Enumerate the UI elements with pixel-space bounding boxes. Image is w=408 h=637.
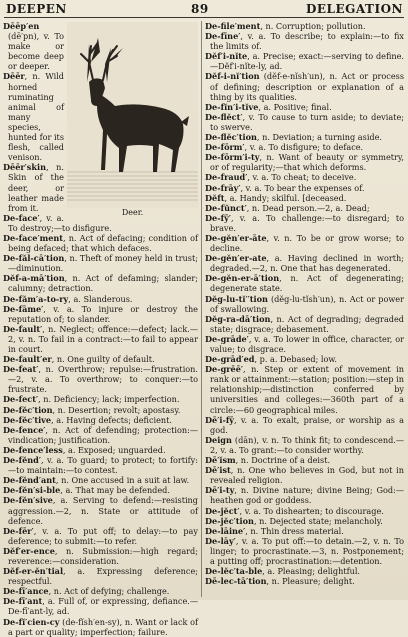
entry-headword: De-fĕn′sive — [3, 495, 53, 506]
entry-definition: (dĕg-lu-tĭsh′un), n. Act or power of swallowing. — [210, 293, 404, 314]
entry-definition: (dē′pn), v. To make or become deep or deeper. — [8, 31, 64, 72]
entry-headword: De-fŭnct′ — [205, 202, 247, 213]
entry-definition: , a. Positive; final. — [258, 101, 332, 112]
entry-headword: Dē′ist — [205, 465, 231, 476]
entry-headword: De-fĭn′i-tĭve — [205, 101, 259, 112]
entry-definition: , v. a. To lower in office, character, or value; to disgrace. — [210, 333, 404, 354]
entry-headword: De-fēr′ — [3, 525, 34, 536]
entry-definition: , v. a. To injure or destroy the reputation of; to slander. — [8, 303, 198, 324]
entry-headword: De-făl-cā′tion — [3, 253, 65, 264]
dictionary-entry — [205, 506, 404, 516]
entry-headword: De-lĕc′ta-ble — [205, 566, 263, 577]
entry-definition: , n. Act of defying; challenge. — [48, 586, 170, 597]
entry-definition: , n. Step or extent of movement in rank or attainment:—station; position:—step in relationship;—distinction conferred by universities and colleges:—360th part of a circle:—60 geographical miles. — [210, 364, 404, 415]
right-entry-list — [205, 21, 404, 586]
entry-definition: , n. Act of degenerating; degenerate state. — [210, 273, 404, 294]
entry-headword: De-fȳ′ — [205, 212, 231, 223]
entry-definition: , v. To cause to turn aside; to deviate; to swerve. — [210, 111, 404, 132]
entry-headword: Dĕf-i-nĭ′tion — [205, 71, 260, 82]
entry-headword: De-grāde′ — [205, 333, 249, 344]
figure-caption: Deer. — [121, 208, 144, 217]
entry-definition: , v. a. To guard; to protect; to fortify:—to maintain:—to contest. — [8, 455, 198, 476]
dictionary-entry — [3, 415, 198, 425]
dictionary-entry — [3, 445, 198, 455]
dictionary-entry — [205, 203, 404, 213]
entry-headword: De-fōrm′i-ty — [205, 152, 260, 163]
entry-definition: , n. Pleasure; delight. — [266, 576, 355, 587]
dictionary-entry — [3, 586, 198, 596]
page-number: 89 — [191, 2, 209, 16]
dictionary-entry — [3, 566, 198, 586]
entry-headword: De-jĕct′ — [205, 505, 240, 516]
entry-headword: Deign — [205, 434, 232, 445]
dictionary-entry — [205, 354, 404, 364]
dictionary-entry — [205, 566, 404, 576]
entry-headword: De-fĕc′tive — [3, 414, 52, 425]
entry-definition: (dān), v. n. To think fit; to condescend.—2, v. a. To grant:—to consider worthy. — [210, 434, 404, 455]
entry-definition: , n. Overthrow; repulse:—frustration.—2, v. a. To overthrow; to conquer:—to frustrate. — [8, 364, 198, 395]
entry-headword: Dē-lec-tā′tion — [205, 576, 267, 587]
entry-definition: , n. Neglect; offence:—defect; lack.—2, v. n. To fail in a contract:—to fail to appear in court. — [8, 323, 198, 354]
dictionary-entry — [3, 294, 198, 304]
dictionary-entry — [3, 596, 198, 616]
entry-headword: De-fence′ — [3, 424, 46, 435]
entry-headword: De-jĕc′tion — [205, 515, 254, 526]
dictionary-entry — [3, 304, 198, 324]
dictionary-entry — [205, 112, 404, 132]
entry-headword: Dĕft — [205, 192, 225, 203]
entry-headword: De-fōrm′ — [205, 142, 245, 153]
dictionary-entry — [3, 405, 198, 415]
header-rule — [4, 17, 404, 18]
entry-definition: , v. a. To destroy;—to disfigure. — [8, 212, 112, 233]
entry-headword: Dēēr′skin — [3, 162, 47, 173]
entry-definition: , n. Doctrine of a deist. — [235, 455, 331, 466]
entry-headword: De-grād′ed — [205, 354, 255, 365]
entry-headword: Dĕf′i-nĭte — [205, 51, 248, 62]
entry-headword: De-fĭ′cien-cy — [3, 616, 60, 627]
entry-definition: , v. a. To challenge:—to disregard; to brave. — [210, 212, 404, 233]
dictionary-entry — [205, 142, 404, 152]
entry-headword: Dē′ĭsm — [205, 455, 236, 466]
entry-definition: , a. That may be defended. — [60, 485, 170, 496]
entry-headword: De-feat′ — [3, 364, 39, 375]
entry-headword: De-flĕct′ — [205, 111, 243, 122]
dictionary-entry — [3, 475, 198, 485]
left-column — [3, 21, 198, 637]
entry-definition: , a. Expressing deference; respectful. — [8, 566, 198, 587]
dictionary-entry — [3, 364, 198, 394]
dictionary-entry — [205, 485, 404, 505]
entry-definition: , v. n. To be or grow worse; to decline. — [210, 232, 404, 254]
dictionary-entry — [3, 455, 198, 475]
entry-definition: , n. Desertion; revolt; apostasy. — [52, 404, 181, 415]
entry-headword: De-file′ment — [205, 21, 261, 31]
entry-definition: , a. Having defects; deficient. — [51, 414, 172, 425]
entry-definition: , n. Act of degrading; degraded state; disgrace; debasement. — [210, 313, 404, 334]
entry-headword: De-fī′ant — [3, 596, 43, 607]
entry-definition: , n. Divine nature; divine Being; God:—heathen god or goddess. — [210, 485, 404, 506]
entry-definition: , n. Act of defacing; condition of being defaced; that which defaces. — [8, 232, 198, 254]
deer-engraving — [67, 22, 198, 208]
entry-definition: , a. Serving to defend:—resisting aggression.—2, n. State or attitude of defence. — [8, 495, 198, 526]
dictionary-entry — [205, 526, 404, 536]
entry-definition: , a. Exposed; unguarded. — [62, 444, 166, 455]
entry-headword: De-făm′a-to-ry — [3, 293, 69, 304]
entry-definition: , n. Act of defaming; slander; calumny; detraction. — [8, 273, 198, 294]
entry-definition: , n. Want of beauty or symmetry, or of regularity;—that which deforms. — [210, 152, 404, 173]
entry-headword: De-fāme′ — [3, 303, 44, 314]
entry-definition: , n. Deviation; a turning aside. — [256, 132, 383, 143]
entry-definition: (dĕf-e-nĭsh′un), n. Act or process of defining; description or explanation of a thing by its qualities. — [210, 71, 404, 102]
dictionary-entry — [205, 183, 404, 193]
entry-definition: , n. Dead person.—2, a. Dead; — [246, 202, 370, 213]
dictionary-entry — [205, 536, 404, 566]
entry-headword: De-fault′ — [3, 323, 43, 334]
column-divider — [201, 21, 202, 597]
entry-definition: , a. Full of, or expressing, defiance.—De-fī′ant-ly, ad. — [8, 596, 198, 617]
entry-headword: Dēēr — [3, 71, 25, 82]
entry-definition: , v. a. To put off; to delay:—to pay deference; to submit:—to refer. — [8, 525, 198, 546]
dictionary-entry — [205, 253, 404, 273]
entry-definition: (de-fĭsh′en-sy), n. Want or lack of a part or quality; imperfection; failure. — [8, 616, 198, 637]
dictionary-entry — [205, 314, 404, 334]
dictionary-entry — [205, 21, 404, 31]
entry-headword: De-grēē′ — [205, 364, 244, 375]
entry-headword: De-fĕc′tion — [3, 404, 53, 415]
entry-definition: , v. a. To disfigure; to deface. — [244, 142, 364, 153]
entry-headword: De-fence′less — [3, 444, 63, 455]
entry-definition: , a. Pleasing; delightful. — [262, 566, 361, 577]
entry-headword: Dĕg-lu-tĭ′′tion — [205, 293, 268, 304]
dictionary-entry — [205, 172, 404, 182]
entry-definition: , v. a. To cheat; to deceive. — [247, 172, 357, 183]
entry-headword: De-fĕnd′ant — [3, 475, 56, 486]
header-left-guideword: DEEPEN — [6, 2, 67, 16]
entry-headword: De-fault′er — [3, 354, 52, 365]
dictionary-entry — [205, 31, 404, 51]
entry-definition: , n. One guilty of default. — [51, 354, 155, 365]
entry-definition: , n. Act of defending; protection:—vindication; justification. — [8, 424, 198, 445]
entry-definition: , n. One accused in a suit at law. — [55, 475, 190, 486]
entry-headword: Dĕf-er-ĕn′tial — [3, 566, 64, 577]
entry-definition: , v. a. To bear the expenses of. — [240, 182, 365, 193]
dictionary-entry — [3, 526, 198, 546]
entry-headword: De-fect′ — [3, 394, 39, 405]
entry-definition: , p. a. Debased; low. — [254, 354, 337, 365]
deer-illustration — [67, 22, 198, 219]
entry-definition: , n. Submission:—high regard; reverence:—consideration. — [8, 545, 198, 566]
entry-headword: De-lāine′ — [205, 525, 246, 536]
entry-headword: De-gĕn′er-āte — [205, 232, 267, 243]
entry-headword: De-face′ment — [3, 232, 64, 243]
entry-definition: , n. Thin dress material. — [245, 525, 344, 536]
entry-definition: , v. a. To describe; to explain:—to fix the limits of. — [210, 31, 404, 52]
dictionary-entry — [205, 51, 404, 71]
entry-headword: De-gĕn′er-ate — [205, 253, 267, 264]
dictionary-entry — [205, 516, 404, 526]
dictionary-entry — [205, 132, 404, 142]
entry-headword: Dĕf′er-ence — [3, 545, 55, 556]
entry-definition: , v. a. To put off:—to detain.—2, v. n. To linger; to procrastinate.—3, n. Postponement; a putting off; procrastination:—detention. — [210, 535, 404, 566]
dictionary-entry — [3, 485, 198, 495]
dictionary-entry — [3, 354, 198, 364]
dictionary-entry — [3, 233, 198, 253]
entry-headword: De-frāy′ — [205, 182, 241, 193]
entry-definition: , n. Dejected state; melancholy. — [253, 515, 383, 526]
entry-headword: Dĕf-a-mā′tion — [3, 273, 65, 284]
entry-definition: , n. Corruption; pollution. — [260, 21, 366, 31]
entry-definition: , v. a. To dishearten; to discourage. — [239, 505, 384, 516]
dictionary-entry — [205, 152, 404, 172]
entry-headword: De-fĕn′si-ble — [3, 485, 61, 496]
dictionary-entry — [205, 273, 404, 293]
entry-headword: De-lāy′ — [205, 535, 236, 546]
header-right-guideword: DELEGATION — [305, 2, 403, 16]
entry-definition: , n. Theft of money held in trust;—diminution. — [8, 253, 198, 274]
entry-headword: De-fīne′ — [205, 31, 241, 42]
dictionary-entry — [3, 617, 198, 637]
right-column — [205, 21, 404, 598]
entry-headword: De-face′ — [3, 212, 40, 223]
entry-definition: , a. Handy; skilful. [deceased. — [224, 192, 347, 203]
entry-headword: De-gĕn-er-ā′tion — [205, 273, 280, 284]
dictionary-entry — [3, 425, 198, 445]
entry-headword: De-fraud′ — [205, 172, 248, 183]
dictionary-entry — [3, 253, 198, 273]
dictionary-entry — [205, 415, 404, 435]
dictionary-entry — [205, 213, 404, 233]
entry-definition: , n. Deficiency; lack; imperfection. — [38, 394, 180, 405]
dictionary-entry — [205, 102, 404, 112]
entry-headword: De-fĕnd′ — [3, 455, 41, 466]
dictionary-entry — [205, 71, 404, 101]
entry-headword: Dĕg-ra-dā′tion — [205, 313, 271, 324]
entry-definition: , n. Wild horned ruminating animal of many species, hunted for its flesh, called venison. — [8, 71, 64, 163]
running-header — [0, 0, 408, 18]
dictionary-entry — [205, 576, 404, 586]
dictionary-entry — [205, 334, 404, 354]
dictionary-entry — [205, 233, 404, 253]
entry-headword: Dē′i-fȳ — [205, 414, 235, 425]
entry-definition: , v. a. To exalt, praise, or worship as a god. — [210, 414, 404, 435]
dictionary-entry — [205, 455, 404, 465]
entry-definition: , n. Skin of the deer, or leather made from it. — [8, 162, 64, 213]
dictionary-entry — [205, 435, 404, 455]
dictionary-entry — [205, 193, 404, 203]
dictionary-entry — [3, 546, 198, 566]
dictionary-entry — [3, 495, 198, 525]
dictionary-entry — [3, 394, 198, 404]
dictionary-entry — [205, 364, 404, 414]
entry-headword: De-flĕc′tion — [205, 132, 257, 143]
dictionary-entry — [205, 465, 404, 485]
entry-headword: De-fī′ance — [3, 586, 49, 597]
dictionary-entry — [3, 273, 198, 293]
dictionary-entry — [3, 324, 198, 354]
entry-definition: , a. Having declined in worth; degraded.—2, n. One that has degenerated. — [210, 253, 404, 274]
entry-headword: Dē′i-ty — [205, 485, 235, 496]
dictionary-entry — [205, 294, 404, 314]
entry-definition: , n. One who believes in God, but not in revealed religion. — [210, 465, 404, 486]
entry-definition: , a. Precise; exact:—serving to define.—Dĕf′i-nĭte-ly, ad. — [210, 51, 404, 72]
entry-headword: Dēēp′en — [3, 21, 40, 31]
entry-definition: , a. Slanderous. — [68, 293, 133, 304]
